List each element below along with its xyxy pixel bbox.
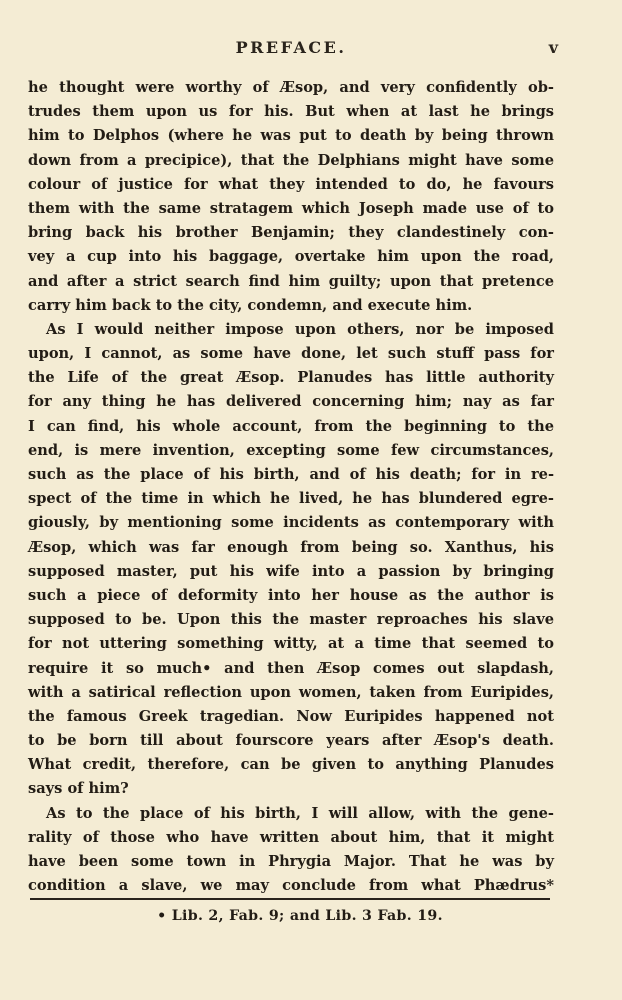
text-line: such a piece of deformity into her house as the author is [28, 586, 554, 604]
text-line: spect of the time in which he lived, he has blundered egre- [28, 490, 554, 508]
running-head [28, 38, 558, 60]
text-line: rality of those who have written about him, that it might [28, 828, 554, 846]
text-line: to be born till about fourscore years after Æsop's death. [28, 732, 554, 750]
text-line: supposed master, put his wife into a passion by bringing [28, 562, 554, 580]
text-line: with a satirical reflection upon women, taken from Euripides, [28, 683, 554, 701]
text-line: such as the place of his birth, and of his death; for in re- [28, 466, 554, 483]
page-number: v [548, 38, 558, 57]
text-line: giously, by mentioning some incidents as contemporary with [28, 514, 554, 532]
text-line: Æsop, which was far enough from being so. Xanthus, his [28, 538, 554, 556]
footnote-rule [30, 898, 550, 900]
text-line: says of him? [28, 780, 129, 798]
text-line: them with the same stratagem which Joseph made use of to [28, 199, 554, 217]
text-line: vey a cup into his baggage, overtake him upon the road, [28, 248, 554, 266]
text-line: he thought were worthy of Æsop, and very confidently ob- [28, 79, 554, 96]
text-line: have been some town in Phrygia Major. That he was by [28, 853, 554, 870]
text-line: and after a strict search find him guilty; upon that pretence [28, 272, 554, 290]
text-line: the famous Greek tragedian. Now Euripides happened not [28, 707, 554, 725]
body-text [28, 76, 554, 898]
text-line: for any thing he has delivered concerning him; nay as far [28, 393, 554, 411]
text-line: condition a slave, we may conclude from what Phædrus* [28, 877, 554, 895]
text-line: down from a precipice), that the Delphians might have some [28, 151, 554, 169]
page-title: PREFACE. [235, 38, 347, 57]
text-line: supposed to be. Upon this the master reproaches his slave [28, 611, 554, 629]
text-line: What credit, therefore, can be given to anything Planudes [28, 756, 554, 774]
text-line: trudes them upon us for his. But when at last he brings [28, 103, 554, 121]
text-line: the Life of the great Æsop. Planudes has little authority [28, 369, 554, 387]
text-line: colour of justice for what they intended to do, he favours [28, 175, 554, 193]
text-line: for not uttering something witty, at a time that seemed to [28, 635, 554, 653]
text-line: upon, I cannot, as some have done, let such stuff pass for [28, 345, 554, 363]
text-line: As I would neither impose upon others, nor be imposed [46, 320, 554, 338]
text-line: carry him back to the city, condemn, and execute him. [28, 296, 473, 314]
text-line: As to the place of his birth, I will allow, with the gene- [46, 804, 554, 822]
text-line: him to Delphos (where he was put to death by being thrown [28, 127, 554, 145]
text-line: end, is mere invention, excepting some few circumstances, [28, 441, 554, 459]
text-line: bring back his brother Benjamin; they clandestinely con- [28, 224, 554, 242]
text-line: require it so much• and then Æsop comes out slapdash, [28, 659, 554, 677]
footnote: • Lib. 2, Fab. 9; and Lib. 3 Fab. 19. [157, 908, 443, 924]
text-line: I can find, his whole account, from the beginning to the [28, 417, 554, 435]
